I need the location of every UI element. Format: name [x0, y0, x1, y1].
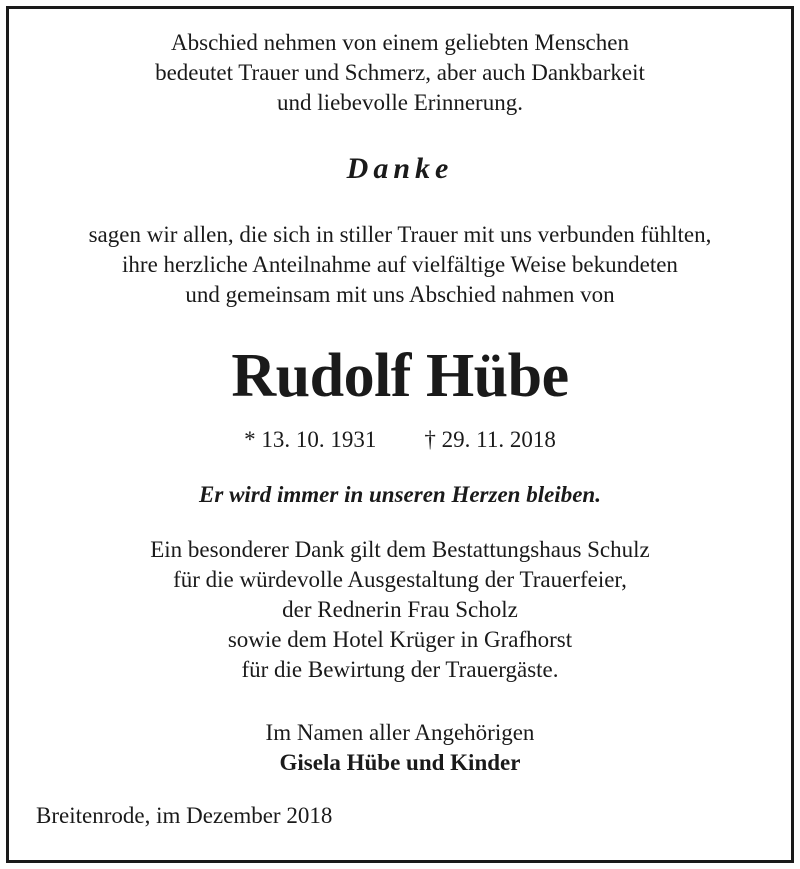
thanks-line: der Rednerin Frau Scholz — [282, 597, 518, 622]
death-date: † 29. 11. 2018 — [424, 427, 556, 452]
on-behalf-line: Im Namen aller Angehörigen — [265, 720, 535, 745]
thanks-line: für die würdevolle Ausgestaltung der Trauerfeier, — [173, 567, 627, 592]
deceased-name: Rudolf Hübe — [231, 342, 569, 410]
signature — [0, 718, 800, 778]
birth-date: * 13. 10. 1931 — [244, 427, 377, 452]
intro-line: und liebevolle Erinnerung. — [277, 90, 523, 115]
gratitude-text — [0, 220, 800, 310]
thanks-line: für die Bewirtung der Trauergäste. — [241, 657, 559, 682]
gratitude-line: und gemeinsam mit uns Abschied nahmen von — [185, 282, 615, 307]
gratitude-line: ihre herzliche Anteilnahme auf vielfältige Weise bekundeten — [122, 252, 678, 277]
family-names: Gisela Hübe und Kinder — [279, 750, 521, 775]
intro-text — [0, 28, 800, 118]
motto: Er wird immer in unseren Herzen bleiben. — [199, 482, 601, 507]
gratitude-line: sagen wir allen, die sich in stiller Trauer mit uns verbunden fühlten, — [88, 222, 712, 247]
thanks-line: Ein besonderer Dank gilt dem Bestattungshaus Schulz — [150, 537, 650, 562]
special-thanks — [0, 535, 800, 685]
intro-line: Abschied nehmen von einem geliebten Menschen — [171, 30, 629, 55]
intro-line: bedeutet Trauer und Schmerz, aber auch Dankbarkeit — [155, 60, 645, 85]
place-date: Breitenrode, im Dezember 2018 — [36, 803, 333, 828]
life-dates — [0, 425, 800, 455]
thanks-line: sowie dem Hotel Krüger in Grafhorst — [227, 627, 573, 652]
heading-danke: Danke — [346, 152, 454, 185]
